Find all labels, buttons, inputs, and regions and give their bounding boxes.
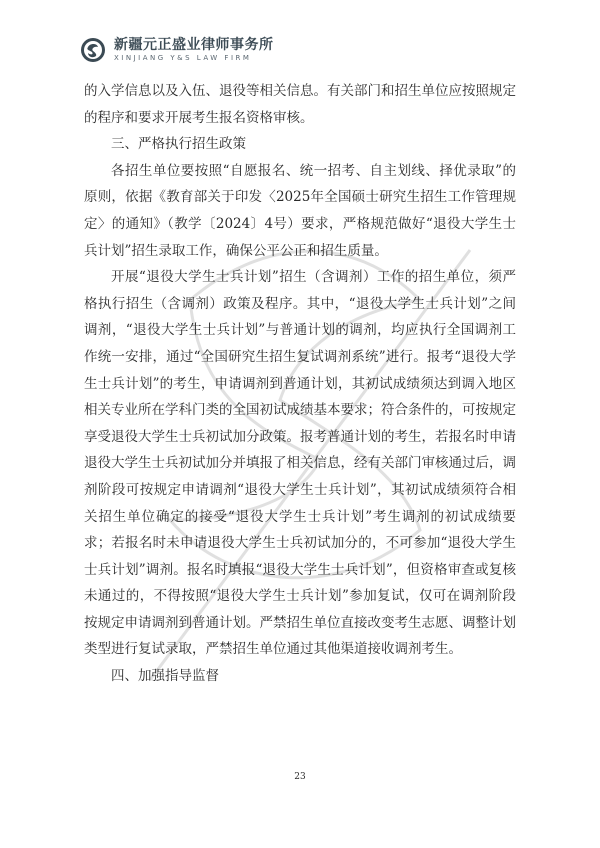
page-number: 23 (294, 772, 306, 782)
document-body (84, 78, 516, 690)
letterhead (80, 36, 274, 64)
firm-name-cn: 新疆元正盛业律师事务所 (114, 37, 274, 53)
firm-name-en: XINJIANG Y&S LAW FIRM (114, 54, 252, 62)
section-heading-4: 四、加强指导监督 (111, 668, 219, 685)
paragraph-1: 各招生单位要按照“自愿报名、统一招考、自主划线、择优录取”的原则，依据《教育部关于印发〈2025年全国硕士研究生招生工作管理规定〉的通知》（教学〔2024〕4号）要求，严格规范做好“退役大学生士兵计划”招生录取工作，确保公平公正和招生质量。 (84, 162, 516, 259)
section-heading-3: 三、严格执行招生政策 (111, 136, 246, 153)
paragraph-continued: 的入学信息以及入伍、退役等相关信息。有关部门和招生单位应按照规定的程序和要求开展考生报名资格审核。 (84, 83, 516, 126)
paragraph-2: 开展“退役大学生士兵计划”招生（含调剂）工作的招生单位，须严格执行招生（含调剂）政策及程序。其中，“退役大学生士兵计划”之间调剂，“退役大学生士兵计划”与普通计划的调剂，均应执行全国调剂工作统一安排，通过“全国研究生招生复试调剂系统”进行。报考“退役大学生士兵计划”的考生，申请调剂到普通计划，其初试成绩须达到调入地区相关专业所在学科门类的全国初试成绩基本要求；符合条件的，可按规定享受退役大学生士兵初试加分政策。报考普通计划的考生，若报名时申请退役大学生士兵初试加分并填报了相关信息，经有关部门审核通过后，调剂阶段可按规定申请调剂“退役大学生士兵计划”，其初试成绩须符合相关招生单位确定的接受“退役大学生士兵计划”考生调剂的初试成绩要求；若报名时未申请退役大学生士兵初试加分的，不可参加“退役大学生士兵计划”调剂。报名时填报“退役大学生士兵计划”，但资格审查或复核未通过的，不得按照“退役大学生士兵计划”参加复试，仅可在调剂阶段按规定申请调剂到普通计划。严禁招生单位直接改变考生志愿、调整计划类型进行复试录取，严禁招生单位通过其他渠道接收调剂考生。 (84, 269, 516, 658)
firm-logo-icon (80, 37, 106, 63)
